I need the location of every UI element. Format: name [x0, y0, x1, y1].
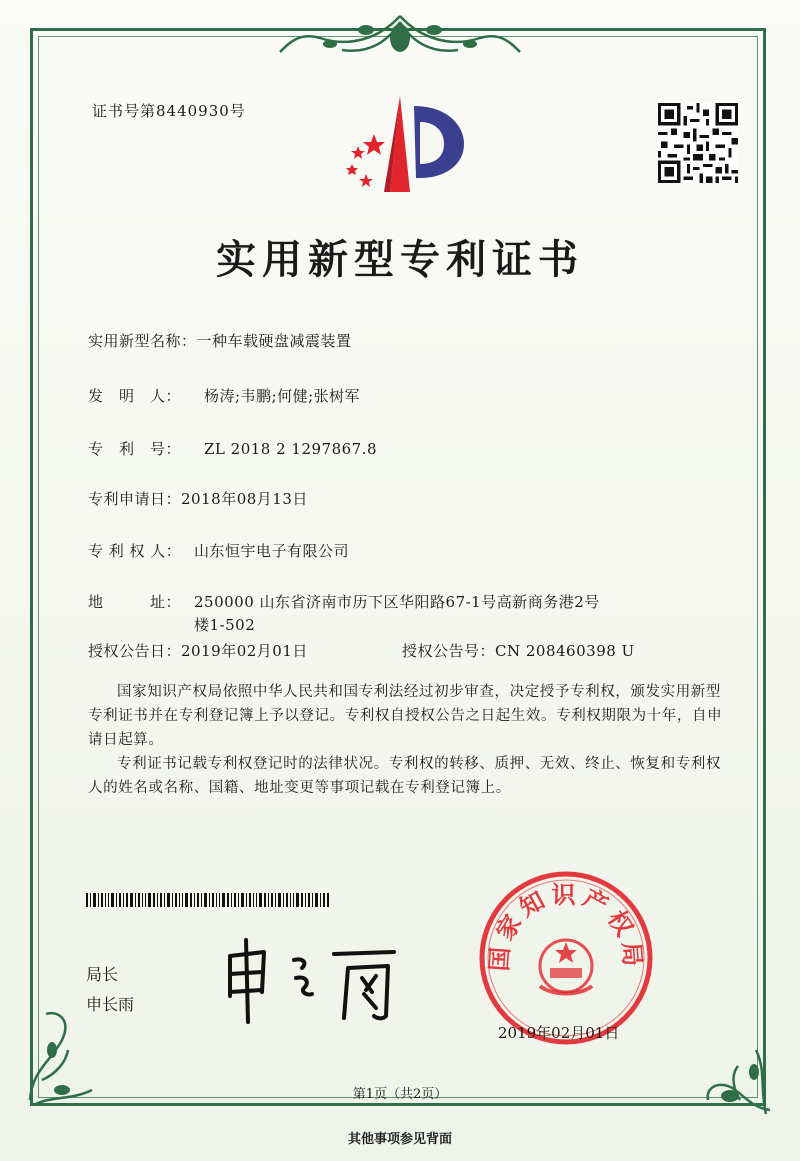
- field-address: [88, 591, 600, 612]
- field-value: 2018年08月13日: [181, 490, 308, 508]
- signatory-title: 局长: [86, 965, 119, 984]
- handwritten-signature: [216, 932, 406, 1027]
- field-patent-number: [88, 438, 377, 459]
- field-label: 专 利 权 人：: [88, 542, 182, 560]
- barcode-icon: [86, 893, 330, 907]
- page-number: 第1页（共2页）: [352, 1087, 448, 1102]
- field-inventor: [88, 385, 360, 406]
- field-label: 发 明 人：: [88, 387, 182, 405]
- body-paragraph-1: 国家知识产权局依照中华人民共和国专利法经过初步审查，决定授予专利权，颁发实用新型专利证书并在专利登记簿上予以登记。专利权自授权公告之日起生效。专利权期限为十年，自申请日起算。: [88, 684, 723, 748]
- field-value: ZL 2018 2 1297867.8: [204, 440, 378, 458]
- document-title: 实用新型专利证书: [216, 237, 584, 283]
- field-address-line2: 楼1-502: [194, 616, 256, 634]
- back-note: 其他事项参见背面: [347, 1132, 452, 1147]
- certificate-number: 证书号第8440930号: [92, 102, 246, 120]
- field-value: 杨涛;韦鹏;何健;张树军: [204, 387, 361, 405]
- field-value: CN 208460398 U: [495, 642, 635, 660]
- field-label: 授权公告日：: [88, 642, 182, 660]
- field-patent-holder: [88, 540, 349, 561]
- signatory-name: 申长雨: [86, 995, 135, 1014]
- field-utility-model-name: [88, 330, 352, 351]
- field-value: 250000 山东省济南市历下区华阳路67-1号高新商务港2号: [194, 593, 600, 611]
- corner-ornament-icon: [690, 1030, 780, 1120]
- field-value: 一种车载硬盘减震装置: [196, 332, 352, 350]
- svg-text:国家知识产权局: 国家知识产权局: [485, 880, 647, 972]
- field-label: 授权公告号：: [402, 642, 496, 660]
- qr-code-icon: [658, 103, 738, 183]
- field-grant-number: [402, 640, 635, 661]
- field-label: 实用新型名称：: [88, 332, 197, 350]
- official-seal-icon: [476, 868, 656, 1048]
- field-label: 专 利 号：: [88, 440, 182, 458]
- field-grant-date: [88, 640, 308, 661]
- field-application-date: [88, 488, 308, 509]
- field-value: 2019年02月01日: [181, 642, 308, 660]
- field-label: 专利申请日：: [88, 490, 182, 508]
- top-ornament-icon: [270, 8, 530, 60]
- field-label: 地 址：: [88, 593, 182, 611]
- field-value: 山东恒宇电子有限公司: [194, 542, 350, 560]
- body-paragraph-2: 专利证书记载专利权登记时的法律状况。专利权的转移、质押、无效、终止、恢复和专利权人的姓名或名称、国籍、地址变更等事项记载在专利登记簿上。: [88, 756, 721, 796]
- seal-date: 2019年02月01日: [498, 1024, 620, 1042]
- cnipa-logo-icon: [336, 92, 466, 202]
